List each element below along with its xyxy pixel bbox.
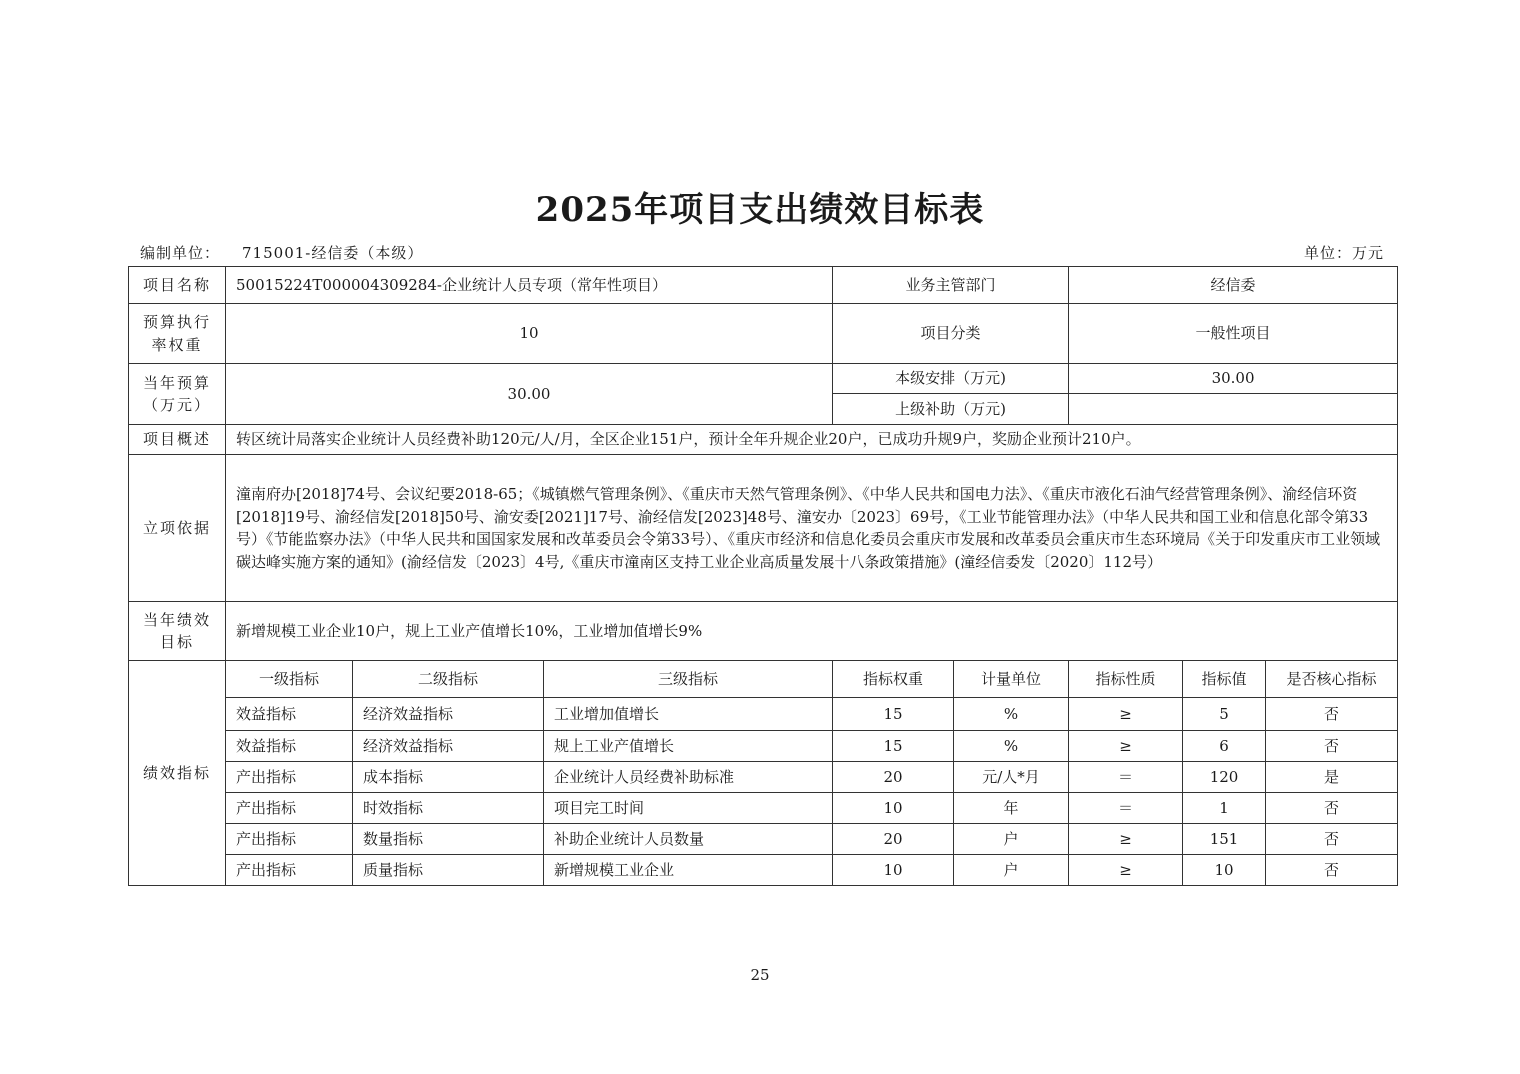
weight-label: 预算执行率权重 [129, 304, 226, 364]
row-goal [129, 602, 1398, 661]
cell-level3: 工业增加值增长 [544, 698, 833, 731]
budget-value: 30.00 [226, 364, 833, 425]
org-line [140, 242, 423, 263]
cell-nature: ＝ [1069, 762, 1183, 793]
cell-nature: ≥ [1069, 698, 1183, 731]
header-core: 是否核心指标 [1266, 661, 1398, 698]
cell-level2: 成本指标 [353, 762, 544, 793]
cell-level1: 产出指标 [226, 855, 353, 886]
cell-value: 6 [1183, 731, 1266, 762]
category-value: 一般性项目 [1069, 304, 1398, 364]
cell-weight: 15 [833, 731, 954, 762]
local-value: 30.00 [1069, 364, 1398, 394]
cell-value: 151 [1183, 824, 1266, 855]
table-row [129, 855, 1398, 886]
basis-label: 立项依据 [129, 455, 226, 602]
cell-unit: 元/人*月 [954, 762, 1069, 793]
header-weight: 指标权重 [833, 661, 954, 698]
cell-weight: 15 [833, 698, 954, 731]
cell-level3: 补助企业统计人员数量 [544, 824, 833, 855]
cell-nature: ＝ [1069, 793, 1183, 824]
indicator-header-row [129, 661, 1398, 698]
dept-label: 业务主管部门 [833, 267, 1069, 304]
row-basis [129, 455, 1398, 602]
cell-core: 是 [1266, 762, 1398, 793]
cell-nature: ≥ [1069, 855, 1183, 886]
cell-level3: 企业统计人员经费补助标准 [544, 762, 833, 793]
basis-value: 潼南府办[2018]74号、会议纪要2018-65；《城镇燃气管理条例》、《重庆市天然气管理条例》、《中华人民共和国电力法》、《重庆市液化石油气经营管理条例》、渝经信环资[2018]19号、渝经信发[2018]50号、渝安委[2021]17号、渝经信发[2023]48号、潼安办〔2023〕69号，《工业节能管理办法》（中华人民共和国工业和信息化部令第33号）《节能监察办法》（中华人民共和国国家发展和改革委员会令第33号）、《重庆市经济和信息化委员会重庆市发展和改革委员会重庆市生态环境局《关于印发重庆市工业领域碳达峰实施方案的通知》(渝经信发〔2023〕4号,《重庆市潼南区支持工业企业高质量发展十八条政策措施》(潼经信委发〔2020〕112号） [226, 455, 1398, 602]
table-row [129, 824, 1398, 855]
cell-level1: 产出指标 [226, 762, 353, 793]
page-number: 25 [750, 966, 770, 984]
row-project-name [129, 267, 1398, 304]
cell-weight: 20 [833, 824, 954, 855]
cell-nature: ≥ [1069, 731, 1183, 762]
header-unit: 计量单位 [954, 661, 1069, 698]
cell-unit: % [954, 731, 1069, 762]
project-name-label: 项目名称 [129, 267, 226, 304]
row-overview [129, 425, 1398, 455]
cell-core: 否 [1266, 824, 1398, 855]
local-label: 本级安排（万元) [833, 364, 1069, 394]
performance-target-table [128, 266, 1398, 886]
header-nature: 指标性质 [1069, 661, 1183, 698]
header-level2: 二级指标 [353, 661, 544, 698]
perf-label: 绩效指标 [129, 661, 226, 886]
cell-level1: 产出指标 [226, 793, 353, 824]
cell-weight: 20 [833, 762, 954, 793]
cell-core: 否 [1266, 793, 1398, 824]
cell-core: 否 [1266, 855, 1398, 886]
cell-value: 10 [1183, 855, 1266, 886]
header-level3: 三级指标 [544, 661, 833, 698]
category-label: 项目分类 [833, 304, 1069, 364]
header-level1: 一级指标 [226, 661, 353, 698]
cell-unit: % [954, 698, 1069, 731]
cell-core: 否 [1266, 698, 1398, 731]
header-value: 指标值 [1183, 661, 1266, 698]
cell-value: 1 [1183, 793, 1266, 824]
cell-level1: 产出指标 [226, 824, 353, 855]
cell-weight: 10 [833, 793, 954, 824]
row-budget-local [129, 364, 1398, 394]
cell-level3: 规上工业产值增长 [544, 731, 833, 762]
cell-level2: 经济效益指标 [353, 698, 544, 731]
table-row [129, 698, 1398, 731]
goal-value: 新增规模工业企业10户，规上工业产值增长10%，工业增加值增长9% [226, 602, 1398, 661]
cell-value: 120 [1183, 762, 1266, 793]
table-row [129, 793, 1398, 824]
cell-level2: 质量指标 [353, 855, 544, 886]
cell-core: 否 [1266, 731, 1398, 762]
cell-unit: 年 [954, 793, 1069, 824]
cell-level2: 经济效益指标 [353, 731, 544, 762]
row-weight [129, 304, 1398, 364]
cell-level1: 效益指标 [226, 731, 353, 762]
org-label: 编制单位： [140, 244, 221, 262]
page-title: 2025年项目支出绩效目标表 [535, 190, 985, 230]
table-row [129, 731, 1398, 762]
cell-unit: 户 [954, 855, 1069, 886]
upper-label: 上级补助（万元) [833, 394, 1069, 425]
cell-level3: 项目完工时间 [544, 793, 833, 824]
project-name-value: 50015224T000004309284-企业统计人员专项（常年性项目） [226, 267, 833, 304]
cell-level2: 数量指标 [353, 824, 544, 855]
budget-label: 当年预算（万元） [129, 364, 226, 425]
weight-value: 10 [226, 304, 833, 364]
goal-label: 当年绩效目标 [129, 602, 226, 661]
cell-level1: 效益指标 [226, 698, 353, 731]
cell-unit: 户 [954, 824, 1069, 855]
cell-weight: 10 [833, 855, 954, 886]
org-value: 715001-经信委（本级） [242, 244, 424, 262]
dept-value: 经信委 [1069, 267, 1398, 304]
overview-value: 转区统计局落实企业统计人员经费补助120元/人/月，全区企业151户，预计全年升规企业20户，已成功升规9户，奖励企业预计210户。 [226, 425, 1398, 455]
upper-value [1069, 394, 1398, 425]
cell-value: 5 [1183, 698, 1266, 731]
cell-nature: ≥ [1069, 824, 1183, 855]
unit-label: 单位：万元 [1303, 244, 1384, 262]
overview-label: 项目概述 [129, 425, 226, 455]
table-row [129, 762, 1398, 793]
cell-level3: 新增规模工业企业 [544, 855, 833, 886]
cell-level2: 时效指标 [353, 793, 544, 824]
